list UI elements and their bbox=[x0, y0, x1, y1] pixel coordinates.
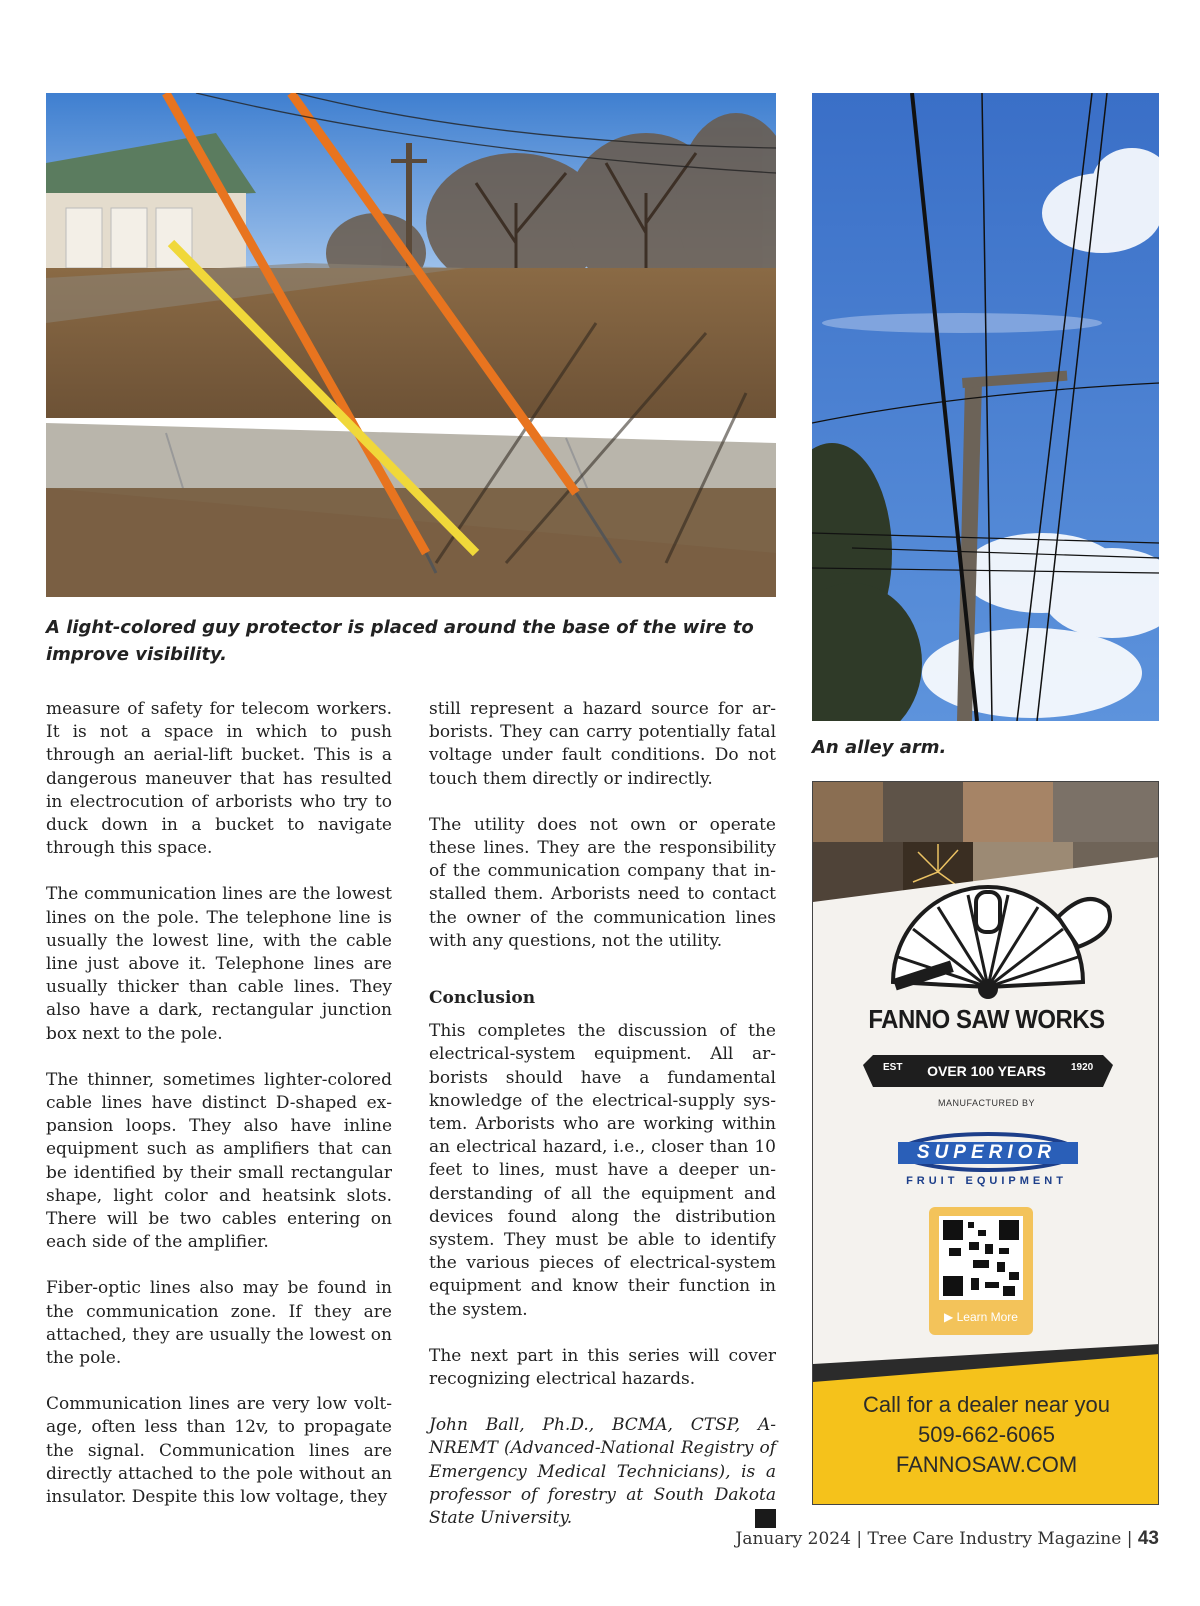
ad-learn-more-button[interactable] bbox=[929, 1310, 1033, 1324]
ad-cta: Call for a dealer near you bbox=[862, 1392, 1111, 1417]
end-mark bbox=[755, 1509, 776, 1528]
paragraph: The utility does not own or operate these lines. They are the responsibility of the communication company that installed them. Arborists need to contact the owner of the communication lines with any questions, not the utility. bbox=[429, 814, 776, 951]
ad-maker-logo: SUPERIOR bbox=[916, 1142, 1057, 1163]
paragraph: still represent a hazard source for arborists. They can carry potentially fatal voltage under fault conditions. Do not touch them directly or indirectly. bbox=[429, 699, 776, 789]
ad-website[interactable]: FANNOSAW.COM bbox=[895, 1452, 1078, 1477]
play-icon: ▶︎ bbox=[944, 1310, 957, 1324]
page-number: 43 bbox=[1137, 1528, 1159, 1549]
guy-wire-photo bbox=[46, 93, 776, 597]
ad-est-label: EST bbox=[883, 1062, 903, 1073]
learn-more-label: Learn More bbox=[956, 1310, 1018, 1324]
paragraph: Communication lines are very low voltage, often less than 12v, to propagate the signal. Communication lines are directly attached to the pole without an insulator. Despite this low voltage, they bbox=[46, 1394, 392, 1508]
ad-year-founded: 1920 bbox=[1071, 1062, 1094, 1073]
side-photo-caption: An alley arm. bbox=[812, 737, 947, 758]
paragraph: measure of safety for telecom workers. It is not a space in which to push through an aerial-lift bucket. This is a dangerous maneuver that has resulted in electrocution of arborists who try to duck down in a bucket to navigate through this space. bbox=[46, 699, 392, 859]
article-right-column bbox=[429, 698, 776, 1553]
fanno-saw-advertisement[interactable] bbox=[812, 781, 1159, 1505]
ad-phone[interactable]: 509-662-6065 bbox=[917, 1422, 1055, 1447]
paragraph: The thinner, sometimes lighter-colored cable lines have distinct D-shaped expansion loops. They also have inline equipment such as amplifiers that can be identified by their small rectangular shape, light color and heatsink slots. There will be two cables entering on each side of the amplifier. bbox=[46, 1069, 392, 1253]
author-bio-text: John Ball, Ph.D., BCMA, CTSP, A-NREMT (Advanced-National Registry of Emergency Medical Technicians), is a professor of forestry at South Dakota State University. bbox=[429, 1415, 776, 1529]
article-left-column bbox=[46, 698, 392, 1532]
paragraph: This completes the discussion of the electrical-system equipment. All arborists should have a fundamental knowledge of the electrical-supply system. Arborists who are working within an electrical hazard, i.e., closer than 10 feet to lines, must have a deeper understanding of all the equipment and devices found along the distribution system. They must be able to identify the various pieces of electrical-system equipment and know their function in the system. bbox=[429, 1021, 776, 1320]
ad-brand: FANNO SAW WORKS bbox=[868, 1004, 1105, 1034]
author-bio bbox=[429, 1414, 776, 1530]
ad-maker-sub: FRUIT EQUIPMENT bbox=[906, 1175, 1067, 1187]
paragraph: The next part in this series will cover recognizing electrical hazards. bbox=[429, 1345, 776, 1390]
paragraph: Fiber-optic lines also may be found in the communication zone. If they are attached, they are usually the lowest on the pole. bbox=[46, 1278, 392, 1369]
paragraph: The communication lines are the lowest lines on the pole. The telephone line is usually the lowest line, with the cable line just above it. Telephone lines are usually thicker than cable lines. They also have a dark, rectangular junction box next to the pole. bbox=[46, 884, 392, 1044]
ad-manufactured-by: MANUFACTURED BY bbox=[937, 1098, 1035, 1108]
alley-arm-photo bbox=[812, 93, 1159, 721]
conclusion-heading: Conclusion bbox=[429, 988, 536, 1009]
page-footer bbox=[736, 1528, 1159, 1550]
footer-issue: January 2024 | Tree Care Industry Magazine | bbox=[735, 1529, 1133, 1549]
main-photo-caption: A light-colored guy protector is placed around the base of the wire to improve visibility. bbox=[46, 617, 754, 665]
ad-years-badge: OVER 100 YEARS bbox=[927, 1063, 1046, 1079]
